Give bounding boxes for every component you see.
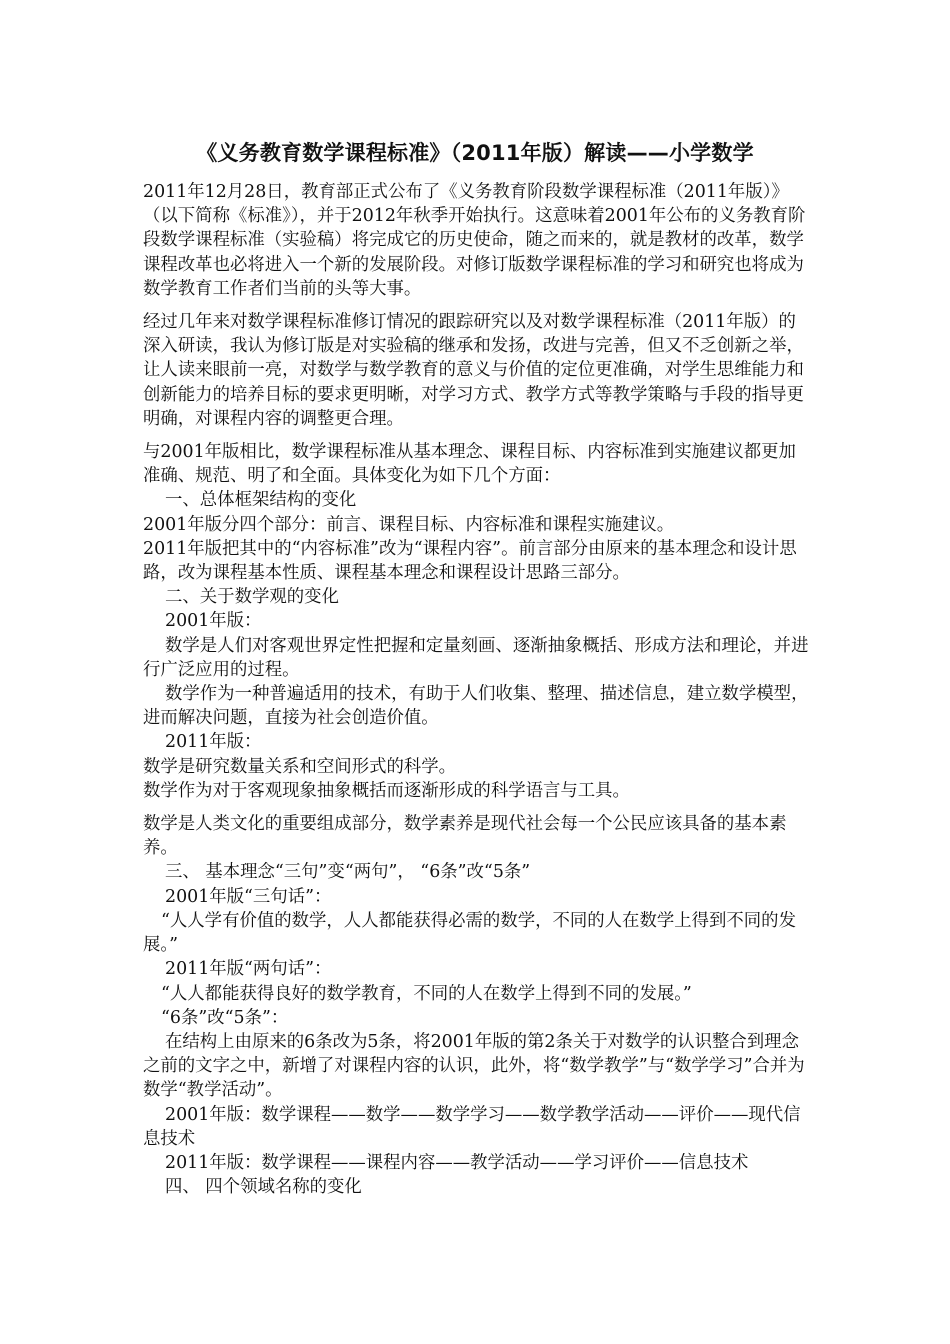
label-2011-two-sentences: 2011年版“两句话”： (165, 959, 332, 980)
section-heading-1: 一、总体框架结构的变化 (165, 490, 357, 511)
paragraph-2011-math-view-3: 数学是人类文化的重要组成部分，数学素养是现代社会每一个公民应该具备的基本素养。 (143, 814, 787, 859)
section-heading-4: 四、 四个领域名称的变化 (165, 1177, 362, 1198)
paragraph-2011-structure: 2011年版把其中的“内容标准”改为“课程内容”。前言部分由原来的基本理念和设计思路，改为课程基本性质、课程基本理念和课程设计思路三部分。 (143, 538, 797, 584)
section-heading-2: 二、关于数学观的变化 (165, 587, 339, 608)
paragraph-2001-math-view-1: 数学是人们对客观世界定性把握和定量刻画、逐渐抽象概括、形成方法和理论，并进行广泛应用的过程。 (143, 635, 809, 680)
paragraph-2001-sequence: 2001年版：数学课程——数学——数学学习——数学教学活动——评价——现代信息技术 (143, 1104, 801, 1149)
paragraph-2001-math-view-2: 数学作为一种普遍适用的技术，有助于人们收集、整理、描述信息，建立数学模型，进而解决问题，直接为社会创造价值。 (143, 684, 809, 729)
paragraph-comparison: 与2001年版相比，数学课程标准从基本理念、课程目标、内容标准到实施建议都更加准确、规范、明了和全面。具体变化为如下几个方面： (143, 442, 796, 487)
paragraph-structure-change: 在结构上由原来的6条改为5条，将2001年版的第2条关于对数学的认识整合到理念之前的文字之中，新增了对课程内容的认识，此外，将“数学教学”与“数学学习”合并为数学“教学活动”。 (143, 1031, 805, 1101)
paragraph-2001-structure: 2001年版分四个部分：前言、课程目标、内容标准和课程实施建议。 (143, 514, 675, 535)
quote-2001: “人人学有价值的数学，人人都能获得必需的数学，不同的人在数学上得到不同的发展。” (143, 910, 796, 956)
label-2011-version: 2011年版： (165, 732, 262, 753)
label-2001-version: 2001年版： (165, 611, 262, 632)
document-title: 《义务教育数学课程标准》（2011年版）解读——小学数学 (196, 141, 754, 165)
quote-2011: “人人都能获得良好的数学教育，不同的人在数学上得到不同的发展。” (161, 983, 692, 1004)
paragraph-2011-math-view-2: 数学作为对于客观现象抽象概括而逐渐形成的科学语言与工具。 (143, 780, 630, 801)
paragraph-intro: 2011年12月28日，教育部正式公布了《义务教育阶段数学课程标准（2011年版）》（以下简称《标准》），并于2012年秋季开始执行。这意味着2001年公布的义务教育阶段数学课程标准（实验稿）将完成它的历史使命，随之而来的，就是教材的改革，数学课程改革也必将进入一个新的发展阶段。对修订版数学课程标准的学习和研究也将成为数学教育工作者们当前的头等大事。 (143, 182, 806, 299)
document-body (143, 180, 811, 1199)
paragraph-2011-math-view-1: 数学是研究数量关系和空间形式的科学。 (143, 756, 457, 777)
label-2001-three-sentences: 2001年版“三句话”： (165, 886, 332, 907)
section-heading-3: 三、 基本理念“三句”变“两句”， “6条”改“5条” (165, 862, 531, 883)
paragraph-2011-sequence: 2011年版：数学课程——课程内容——教学活动——学习评价——信息技术 (165, 1152, 749, 1173)
paragraph-research: 经过几年来对数学课程标准修订情况的跟踪研究以及对数学课程标准（2011年版）的深入研读，我认为修订版是对实验稿的继承和发扬，改进与完善，但又不乏创新之举，让人读来眼前一亮，对数学与数学教育的意义与价值的定位更准确，对学生思维能力和创新能力的培养目标的要求更明晰，对学习方式、教学方式等教学策略与手段的指导更明确，对课程内容的调整更合理。 (143, 312, 804, 429)
label-six-to-five: “6条”改“5条”： (161, 1007, 289, 1028)
